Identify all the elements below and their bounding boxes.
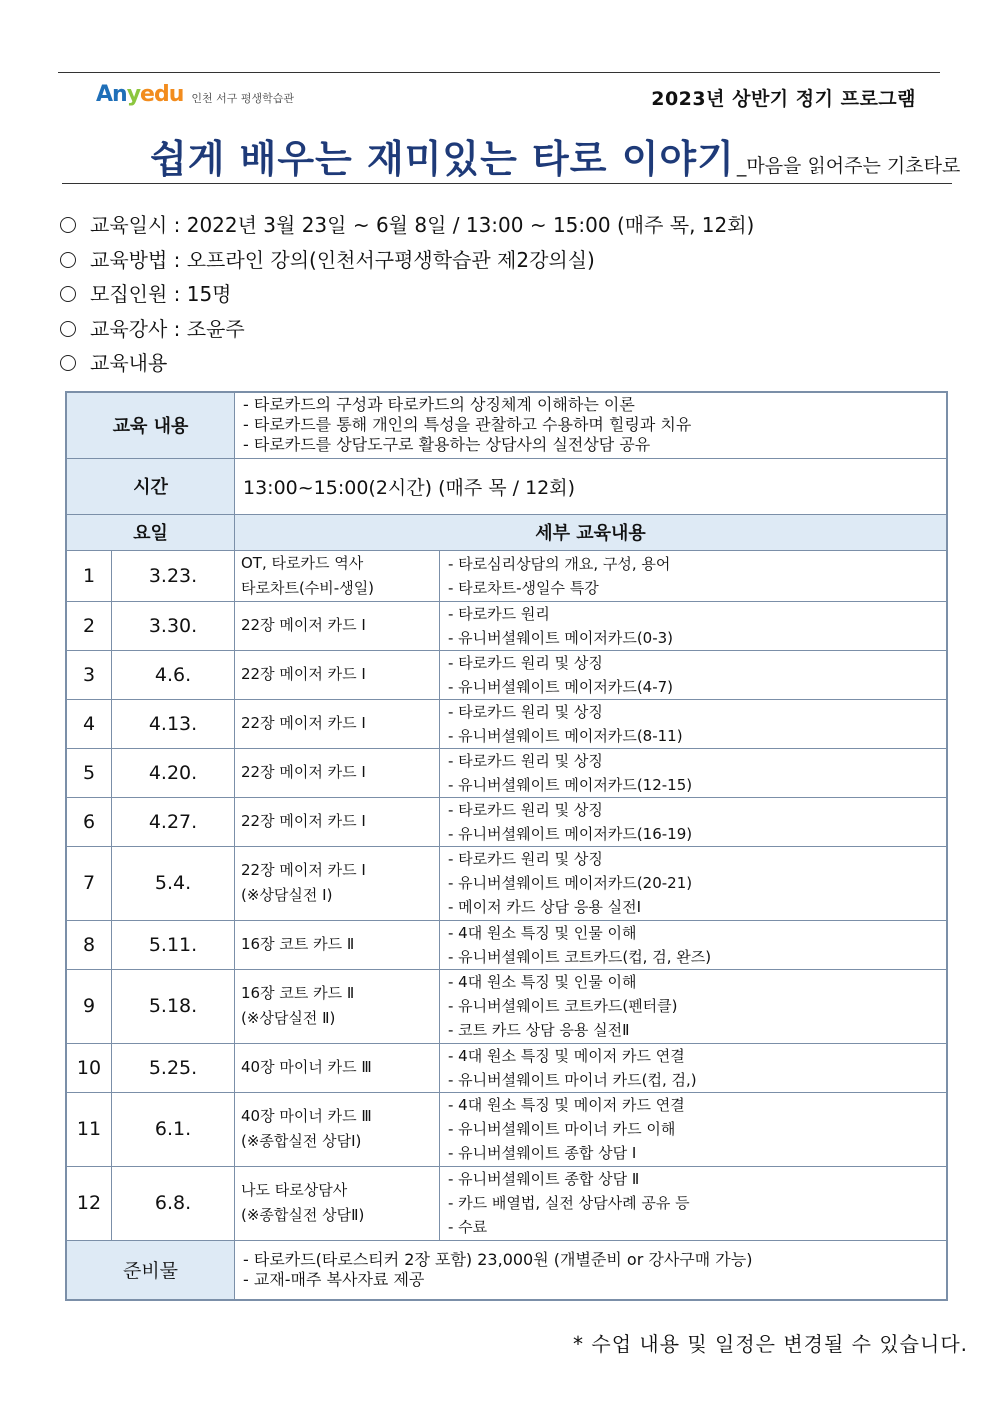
prep-row: [66, 1240, 947, 1300]
detail-line: - 타로카드 원리 및 상징: [448, 850, 603, 868]
page-title: [150, 128, 960, 183]
detail-line: - 유니버셜웨이트 메이저카드(16-19): [448, 824, 693, 843]
table-row: [66, 748, 947, 797]
detail-line: - 유니버셜웨이트 종합 상담 Ⅰ: [448, 1144, 637, 1162]
session-number: 12: [66, 1166, 112, 1240]
session-details: [440, 699, 948, 748]
session-number: 1: [66, 550, 112, 601]
org-logo: [96, 82, 294, 107]
detail-line: - 카드 배열법, 실전 상담사례 공유 등: [448, 1194, 690, 1212]
detail-line: - 메이저 카드 상담 응용 실전Ⅰ: [448, 898, 642, 916]
topic-line: 16장 코트 카드 Ⅱ: [241, 984, 355, 1002]
title-main: 쉽게 배우는 재미있는 타로 이야기: [150, 137, 735, 181]
detail-line: - 타로심리상담의 개요, 구성, 용어: [448, 554, 671, 573]
title-sub: _마음을 읽어주는 기초타로: [736, 155, 961, 177]
session-number: 6: [66, 797, 112, 846]
topic-line: (※상담실전 Ⅱ): [241, 1009, 336, 1027]
session-number: 2: [66, 601, 112, 650]
detail-line: - 유니버셜웨이트 메이저카드(8-11): [448, 726, 683, 745]
session-date: 5.11.: [112, 920, 235, 969]
topic-line: 타로차트(수비-생일): [241, 578, 375, 597]
detail-line: - 유니버셜웨이트 마이너 카드 이해: [448, 1120, 676, 1138]
detail-line: - 유니버셜웨이트 마이너 카드(컵, 검,): [448, 1070, 697, 1089]
detail-line: - 유니버셜웨이트 메이저카드(4-7): [448, 677, 674, 696]
session-date: 4.13.: [112, 699, 235, 748]
org-name: 인천 서구 평생학습관: [191, 91, 295, 105]
session-number: 3: [66, 650, 112, 699]
circle-bullet-icon: [60, 286, 76, 302]
session-date: 5.25.: [112, 1043, 235, 1092]
topic-line: 나도 타로상담사: [241, 1181, 348, 1199]
detail-line: - 유니버셜웨이트 코트카드(컵, 검, 완즈): [448, 947, 712, 966]
table-row: [66, 1166, 947, 1240]
session-details: [440, 1092, 948, 1166]
session-details: [440, 797, 948, 846]
detail-line: - 4대 원소 특징 및 인물 이해: [448, 973, 637, 991]
topic-line: (※상담실전 Ⅰ): [241, 886, 333, 904]
session-topic: [235, 699, 440, 748]
session-date: 6.1.: [112, 1092, 235, 1166]
info-item: 교육일시 : 2022년 3월 23일 ~ 6월 8일 / 13:00 ~ 15:00 (매주 목, 12회): [60, 208, 754, 243]
session-topic: [235, 1043, 440, 1092]
change-notice: * 수업 내용 및 일정은 변경될 수 있습니다.: [573, 1332, 968, 1356]
content-cell: - 타로카드의 구성과 타로카드의 상징체계 이해하는 이론 - 타로카드를 통해 개인의 특성을 관찰하고 수용하며 힐링과 치유 - 타로카드를 상담도구로 활용하는 상담사의 실전상담 공유: [235, 392, 948, 458]
session-number: 9: [66, 969, 112, 1043]
table-row: [66, 650, 947, 699]
session-date: 3.30.: [112, 601, 235, 650]
session-date: 4.20.: [112, 748, 235, 797]
session-topic: [235, 601, 440, 650]
session-rows: [66, 550, 947, 1240]
session-details: [440, 601, 948, 650]
table-row: [66, 797, 947, 846]
detail-line: - 타로카드 원리 및 상징: [448, 702, 603, 721]
info-item: 교육방법 : 오프라인 강의(인천서구평생학습관 제2강의실): [60, 243, 754, 278]
session-date: 4.27.: [112, 797, 235, 846]
detail-line: - 유니버셜웨이트 종합 상담 Ⅱ: [448, 1170, 640, 1188]
topic-line: 22장 메이저 카드 Ⅰ: [241, 616, 366, 634]
info-item: 모집인원 : 15명: [60, 277, 754, 312]
session-date: 6.8.: [112, 1166, 235, 1240]
topic-line: 22장 메이저 카드 Ⅰ: [241, 714, 366, 732]
circle-bullet-icon: [60, 355, 76, 371]
detail-line: - 4대 원소 특징 및 메이저 카드 연결: [448, 1046, 685, 1065]
session-date: 4.6.: [112, 650, 235, 699]
session-topic: [235, 550, 440, 601]
session-details: [440, 1043, 948, 1092]
detail-line: - 4대 원소 특징 및 메이저 카드 연결: [448, 1096, 685, 1114]
detail-line: - 유니버셜웨이트 메이저카드(0-3): [448, 628, 674, 647]
curriculum-table: [65, 391, 948, 1301]
session-topic: [235, 797, 440, 846]
detail-line: - 유니버셜웨이트 코트카드(펜터클): [448, 997, 678, 1015]
detail-line: - 타로카드 원리 및 상징: [448, 653, 603, 672]
detail-line: - 유니버셜웨이트 메이저카드(12-15): [448, 775, 693, 794]
session-details: [440, 650, 948, 699]
detail-line: - 타로카드 원리 및 상징: [448, 751, 603, 770]
session-details: [440, 920, 948, 969]
info-item: 교육내용: [60, 346, 754, 381]
session-details: [440, 550, 948, 601]
session-topic: [235, 846, 440, 920]
program-label: 2023년 상반기 정기 프로그램: [651, 88, 916, 110]
info-item: 교육강사 : 조윤주: [60, 312, 754, 347]
header-row: [66, 514, 947, 550]
session-date: 5.18.: [112, 969, 235, 1043]
day-header: 요일: [66, 514, 235, 550]
session-date: 5.4.: [112, 846, 235, 920]
session-number: 8: [66, 920, 112, 969]
table-row: [66, 550, 947, 601]
session-number: 10: [66, 1043, 112, 1092]
top-rule: [58, 72, 940, 73]
prep-cell: - 타로카드(타로스티커 2장 포함) 23,000원 (개별준비 or 강사구매 가능) - 교재-매주 복사자료 제공: [235, 1240, 948, 1300]
topic-line: 16장 코트 카드 Ⅱ: [241, 935, 355, 953]
session-number: 11: [66, 1092, 112, 1166]
time-row: [66, 458, 947, 514]
table-row: [66, 1092, 947, 1166]
session-details: [440, 969, 948, 1043]
session-topic: [235, 1166, 440, 1240]
topic-line: (※종합실전 상담Ⅱ): [241, 1206, 365, 1224]
detail-line: - 타로차트-생일수 특강: [448, 578, 599, 597]
detail-line: - 타로카드 원리: [448, 604, 550, 623]
topic-line: 22장 메이저 카드 Ⅰ: [241, 812, 366, 830]
topic-line: 40장 마이너 카드 Ⅲ: [241, 1107, 372, 1125]
detail-line: - 4대 원소 특징 및 인물 이해: [448, 923, 637, 942]
table-row: [66, 920, 947, 969]
topic-line: OT, 타로카드 역사: [241, 553, 364, 572]
topic-line: (※종합실전 상담Ⅰ): [241, 1132, 362, 1150]
circle-bullet-icon: [60, 321, 76, 337]
session-topic: [235, 748, 440, 797]
session-number: 7: [66, 846, 112, 920]
table-row: [66, 601, 947, 650]
logo-wordmark: Anyedu: [96, 82, 184, 107]
session-details: [440, 1166, 948, 1240]
table-row: [66, 1043, 947, 1092]
session-topic: [235, 920, 440, 969]
session-number: 4: [66, 699, 112, 748]
detail-header: 세부 교육내용: [235, 514, 948, 550]
detail-line: - 타로카드 원리 및 상징: [448, 800, 603, 819]
circle-bullet-icon: [60, 217, 76, 233]
time-label: 시간: [66, 458, 235, 514]
time-value: 13:00~15:00(2시간) (매주 목 / 12회): [235, 458, 948, 514]
detail-line: - 수료: [448, 1218, 488, 1236]
info-list: [60, 208, 754, 381]
session-details: [440, 748, 948, 797]
circle-bullet-icon: [60, 252, 76, 268]
detail-line: - 유니버셜웨이트 메이저카드(20-21): [448, 874, 693, 892]
session-topic: [235, 969, 440, 1043]
detail-line: - 코트 카드 상담 응용 실전Ⅱ: [448, 1021, 630, 1039]
session-date: 3.23.: [112, 550, 235, 601]
table-row: [66, 846, 947, 920]
table-row: [66, 699, 947, 748]
session-details: [440, 846, 948, 920]
topic-line: 22장 메이저 카드 Ⅰ: [241, 763, 366, 781]
title-rule: [62, 183, 952, 184]
topic-line: 22장 메이저 카드 Ⅰ: [241, 861, 366, 879]
prep-label: 준비물: [66, 1240, 235, 1300]
session-number: 5: [66, 748, 112, 797]
topic-line: 22장 메이저 카드 Ⅰ: [241, 665, 366, 683]
session-topic: [235, 1092, 440, 1166]
session-topic: [235, 650, 440, 699]
table-row: [66, 969, 947, 1043]
content-row: [66, 392, 947, 458]
content-label: 교육 내용: [66, 392, 235, 458]
topic-line: 40장 마이너 카드 Ⅲ: [241, 1058, 372, 1076]
